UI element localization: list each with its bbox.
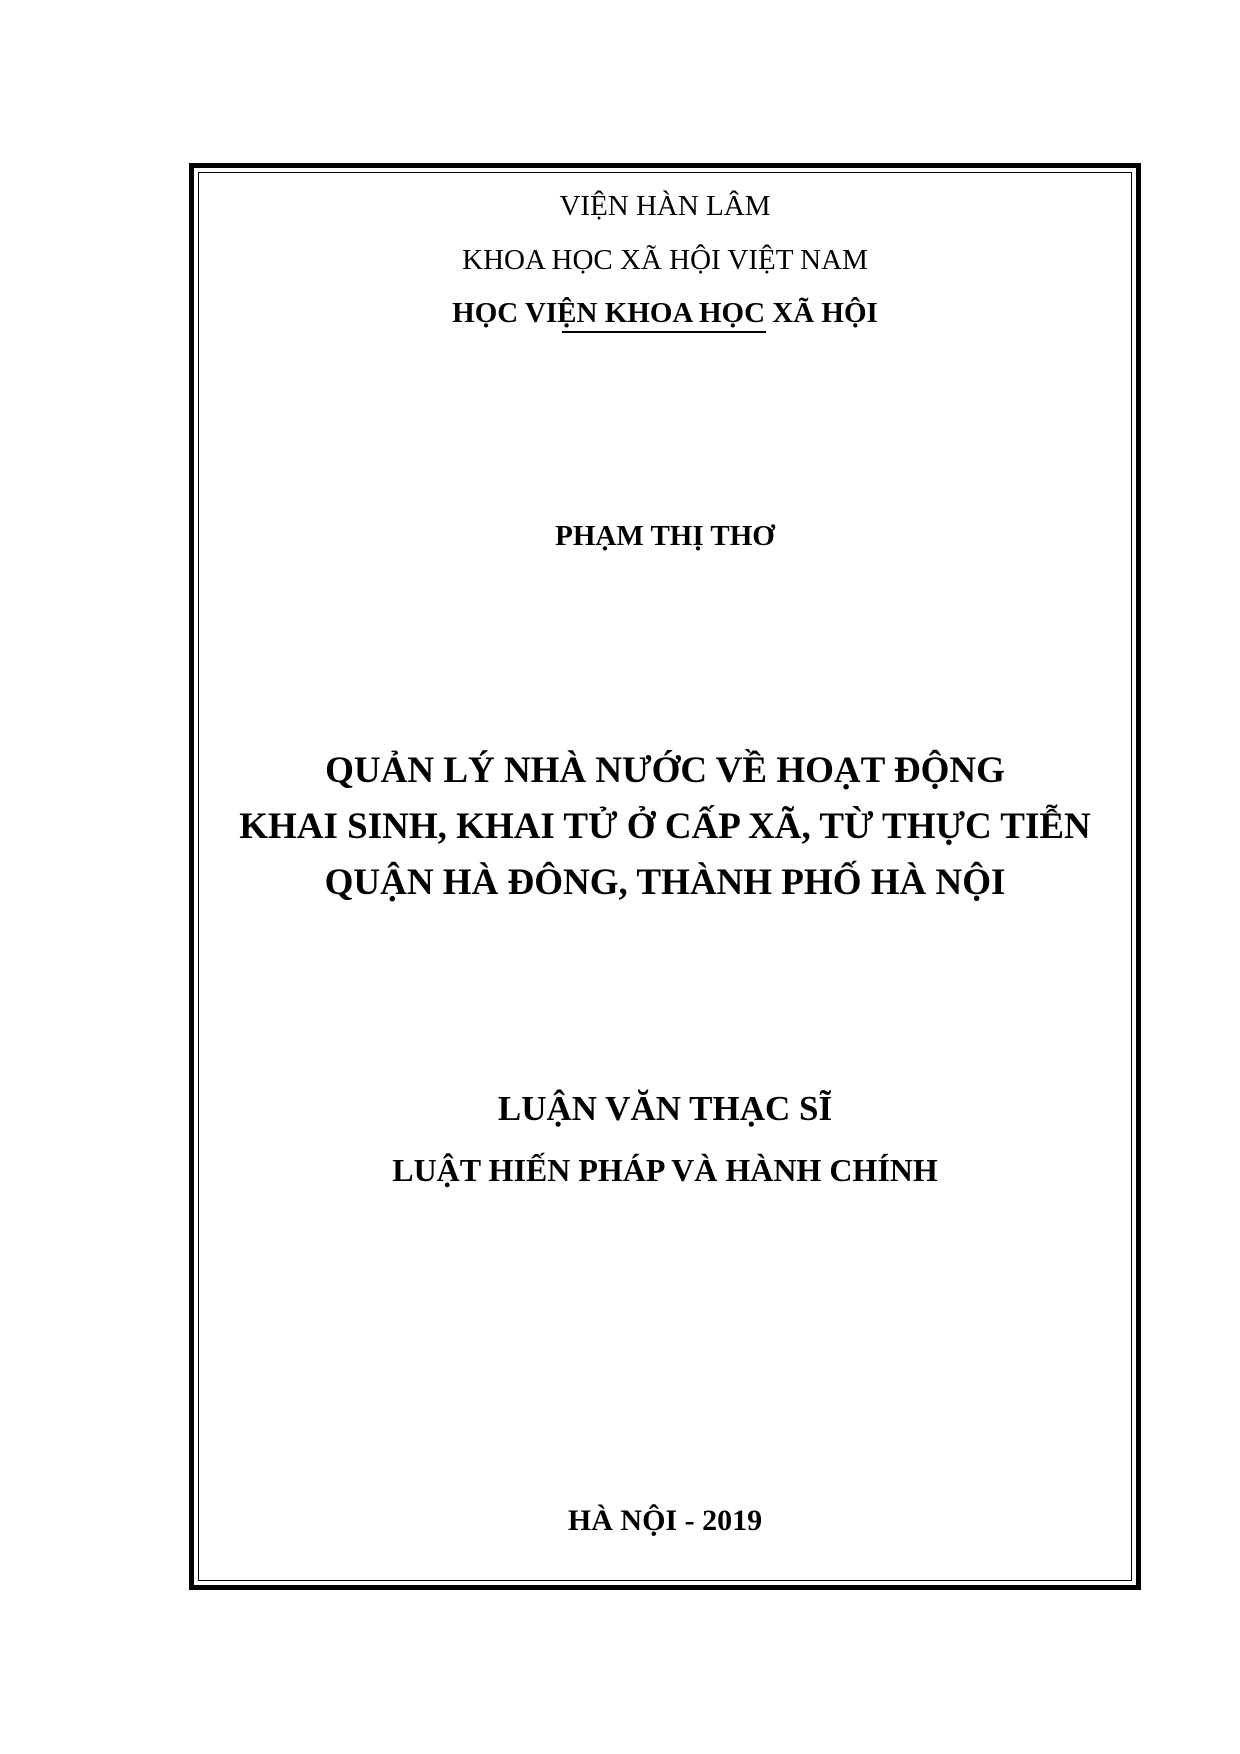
thesis-title-line-1: QUẢN LÝ NHÀ NƯỚC VỀ HOẠT ĐỘNG <box>325 750 1005 791</box>
place-year: HÀ NỘI - 2019 <box>567 1504 763 1537</box>
degree-label: LUẬN VĂN THẠC SĨ <box>497 1089 833 1128</box>
institution-line-2: KHOA HỌC XÃ HỘI VIỆT NAM <box>462 244 868 276</box>
institution-underline <box>562 331 766 333</box>
institution-line-1: VIỆN HÀN LÂM <box>559 190 771 222</box>
thesis-title-line-2: KHAI SINH, KHAI TỬ Ở CẤP XÃ, TỪ THỰC TIỄN <box>239 806 1091 847</box>
author-name: PHẠM THỊ THƠ <box>555 520 775 552</box>
institution-line-3: HỌC VIỆN KHOA HỌC XÃ HỘI <box>452 297 878 329</box>
major-label: LUẬT HIẾN PHÁP VÀ HÀNH CHÍNH <box>392 1152 938 1188</box>
thesis-title-line-3: QUẬN HÀ ĐÔNG, THÀNH PHỐ HÀ NỘI <box>324 862 1006 903</box>
